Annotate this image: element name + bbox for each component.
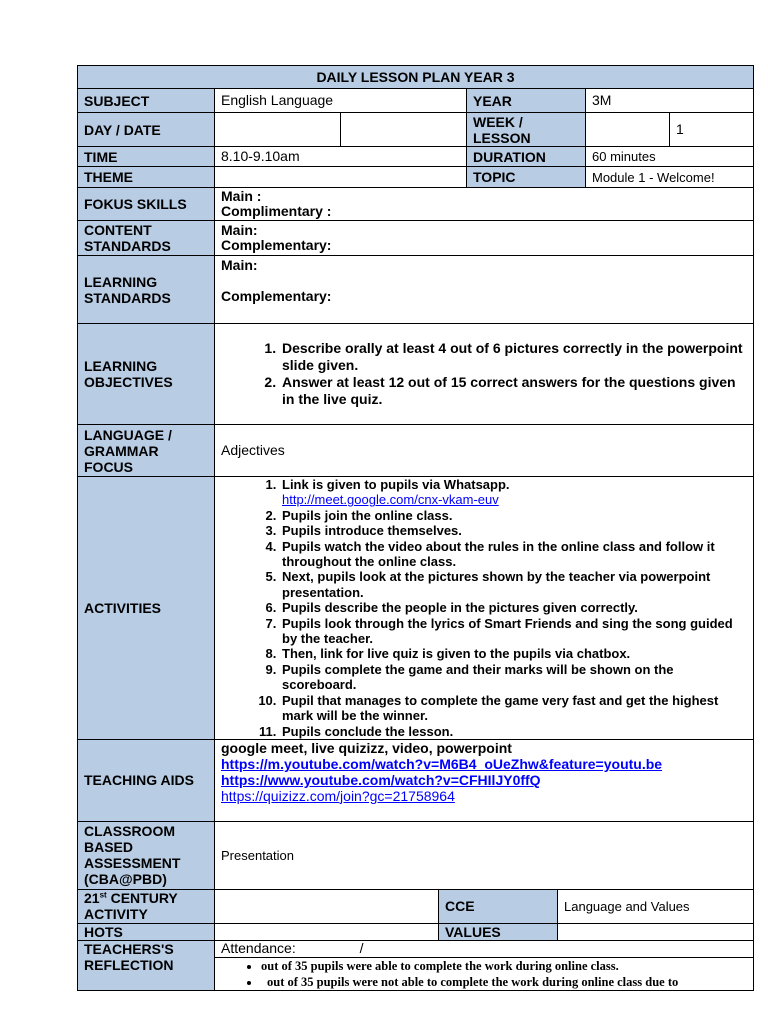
content-standards-label: CONTENT STANDARDS	[78, 221, 215, 256]
century-row	[78, 889, 754, 923]
focus-skills-row	[78, 188, 754, 221]
activity-item: 9. Pupils complete the game and their marks will be shown on the scoreboard.	[280, 662, 747, 693]
attendance-slash: /	[359, 940, 364, 957]
attendance-label: Attendance:	[221, 940, 296, 957]
activity-item: 4. Pupils watch the video about the rules in the online class and follow it throughout the online class.	[280, 539, 747, 570]
activity-item: 3. Pupils introduce themselves.	[280, 523, 747, 538]
objective-item: 2. Answer at least 12 out of 15 correct answers for the questions given in the live quiz.	[280, 374, 747, 408]
time-row	[78, 147, 754, 167]
subject-value: English Language	[215, 89, 467, 113]
meet-link[interactable]: http://meet.google.com/cnx-vkam-euv	[282, 492, 499, 508]
duration-value: 60 minutes	[586, 147, 754, 167]
century-value	[215, 889, 439, 923]
learning-standards-row	[78, 256, 754, 324]
teaching-aids-label: TEACHING AIDS	[78, 739, 215, 821]
objective-item: 1. Describe orally at least 4 out of 6 pictures correctly in the powerpoint slide given.	[280, 340, 747, 374]
content-standards-main: Main:	[221, 222, 258, 238]
century-label-text: CENTURY ACTIVITY	[84, 890, 178, 923]
learning-objectives-label: LEARNING OBJECTIVES	[78, 324, 215, 425]
teaching-aids-row	[78, 739, 754, 821]
time-label: TIME	[78, 147, 215, 167]
cba-row	[78, 821, 754, 889]
learning-standards-value	[215, 256, 754, 324]
language-focus-row	[78, 425, 754, 477]
content-standards-row	[78, 221, 754, 256]
reflection-row-1	[78, 940, 754, 957]
language-focus-label: LANGUAGE / GRAMMAR FOCUS	[78, 425, 215, 477]
activity-item: 8. Then, link for live quiz is given to the pupils via chatbox.	[280, 646, 747, 661]
language-focus-value: Adjectives	[215, 425, 754, 477]
header-row	[78, 66, 754, 89]
hots-row	[78, 923, 754, 940]
reflection-notes	[215, 957, 754, 990]
week-lesson-label: WEEK / LESSON	[467, 113, 586, 147]
year-value: 3M	[586, 89, 754, 113]
year-label: YEAR	[467, 89, 586, 113]
focus-skills-value	[215, 188, 754, 221]
century-label	[78, 889, 215, 923]
quizizz-link[interactable]: https://quizizz.com/join?gc=21758964	[221, 787, 455, 804]
activities-value	[215, 477, 754, 740]
reflection-list	[221, 958, 747, 990]
reflection-item: • out of 35 pupils were able to complete the work during online class.	[261, 958, 747, 974]
focus-skills-main: Main :	[221, 188, 262, 204]
activity-item	[280, 477, 747, 508]
theme-label: THEME	[78, 167, 215, 188]
day-date-extra	[341, 113, 467, 147]
learning-standards-main: Main:	[221, 257, 258, 273]
activities-label: ACTIVITIES	[78, 477, 215, 740]
focus-skills-comp: Complimentary :	[221, 203, 332, 219]
learning-objectives-value	[215, 324, 754, 425]
activity-item: 7. Pupils look through the lyrics of Smart Friends and sing the song guided by the teacher.	[280, 616, 747, 647]
teaching-aids-value	[215, 739, 754, 821]
activity-item: 6. Pupils describe the people in the pictures given correctly.	[280, 600, 747, 615]
cce-value: Language and Values	[558, 889, 754, 923]
lesson-value: 1	[670, 113, 754, 147]
values-value	[558, 923, 754, 940]
activity-item: 5. Next, pupils look at the pictures shown by the teacher via powerpoint presentation.	[280, 569, 747, 600]
youtube-link-1[interactable]: https://m.youtube.com/watch?v=M6B4_oUeZhw&feature=youtu.be	[221, 755, 663, 772]
activities-list	[221, 477, 747, 739]
week-value	[586, 113, 670, 147]
learning-objectives-row	[78, 324, 754, 425]
topic-label: TOPIC	[467, 167, 586, 188]
teaching-aids-text: google meet, live quizizz, video, powerpoint	[221, 739, 512, 756]
subject-label: SUBJECT	[78, 89, 215, 113]
reflection-item: • out of 35 pupils were not able to complete the work during online class due to	[261, 974, 747, 990]
cce-label: CCE	[439, 889, 558, 923]
day-date-row	[78, 113, 754, 147]
subject-row	[78, 89, 754, 113]
learning-objectives-list	[221, 340, 747, 408]
activity-item: 10. Pupil that manages to complete the game very fast and get the highest mark will be the winner.	[280, 693, 747, 724]
century-label-num: 21	[84, 890, 100, 907]
day-date-value	[215, 113, 341, 147]
learning-standards-comp: Complementary:	[221, 288, 332, 304]
cba-value: Presentation	[215, 821, 754, 889]
hots-value	[215, 923, 439, 940]
content-standards-comp: Complementary:	[221, 237, 332, 253]
theme-row	[78, 167, 754, 188]
activity-item: 2. Pupils join the online class.	[280, 508, 747, 523]
duration-label: DURATION	[467, 147, 586, 167]
hots-label: HOTS	[78, 923, 215, 940]
values-label: VALUES	[439, 923, 558, 940]
attendance-cell	[215, 940, 754, 957]
theme-value	[215, 167, 467, 188]
lesson-plan-document	[77, 65, 753, 991]
time-value: 8.10-9.10am	[215, 147, 467, 167]
century-label-sup: st	[99, 890, 107, 900]
activity-text: Link is given to pupils via Whatsapp.	[282, 477, 510, 492]
cba-label: CLASSROOM BASED ASSESSMENT (CBA@PBD)	[78, 821, 215, 889]
learning-standards-label: LEARNING STANDARDS	[78, 256, 215, 324]
focus-skills-label: FOKUS SKILLS	[78, 188, 215, 221]
page-title: DAILY LESSON PLAN YEAR 3	[78, 66, 754, 89]
content-standards-value	[215, 221, 754, 256]
day-date-label: DAY / DATE	[78, 113, 215, 147]
topic-value: Module 1 - Welcome!	[586, 167, 754, 188]
activities-row	[78, 477, 754, 740]
reflection-label: TEACHERS'S REFLECTION	[78, 940, 215, 990]
lesson-plan-table	[77, 65, 754, 991]
activity-item: 11. Pupils conclude the lesson.	[280, 724, 747, 739]
youtube-link-2[interactable]: https://www.youtube.com/watch?v=CFHIlJY0ffQ	[221, 771, 541, 788]
